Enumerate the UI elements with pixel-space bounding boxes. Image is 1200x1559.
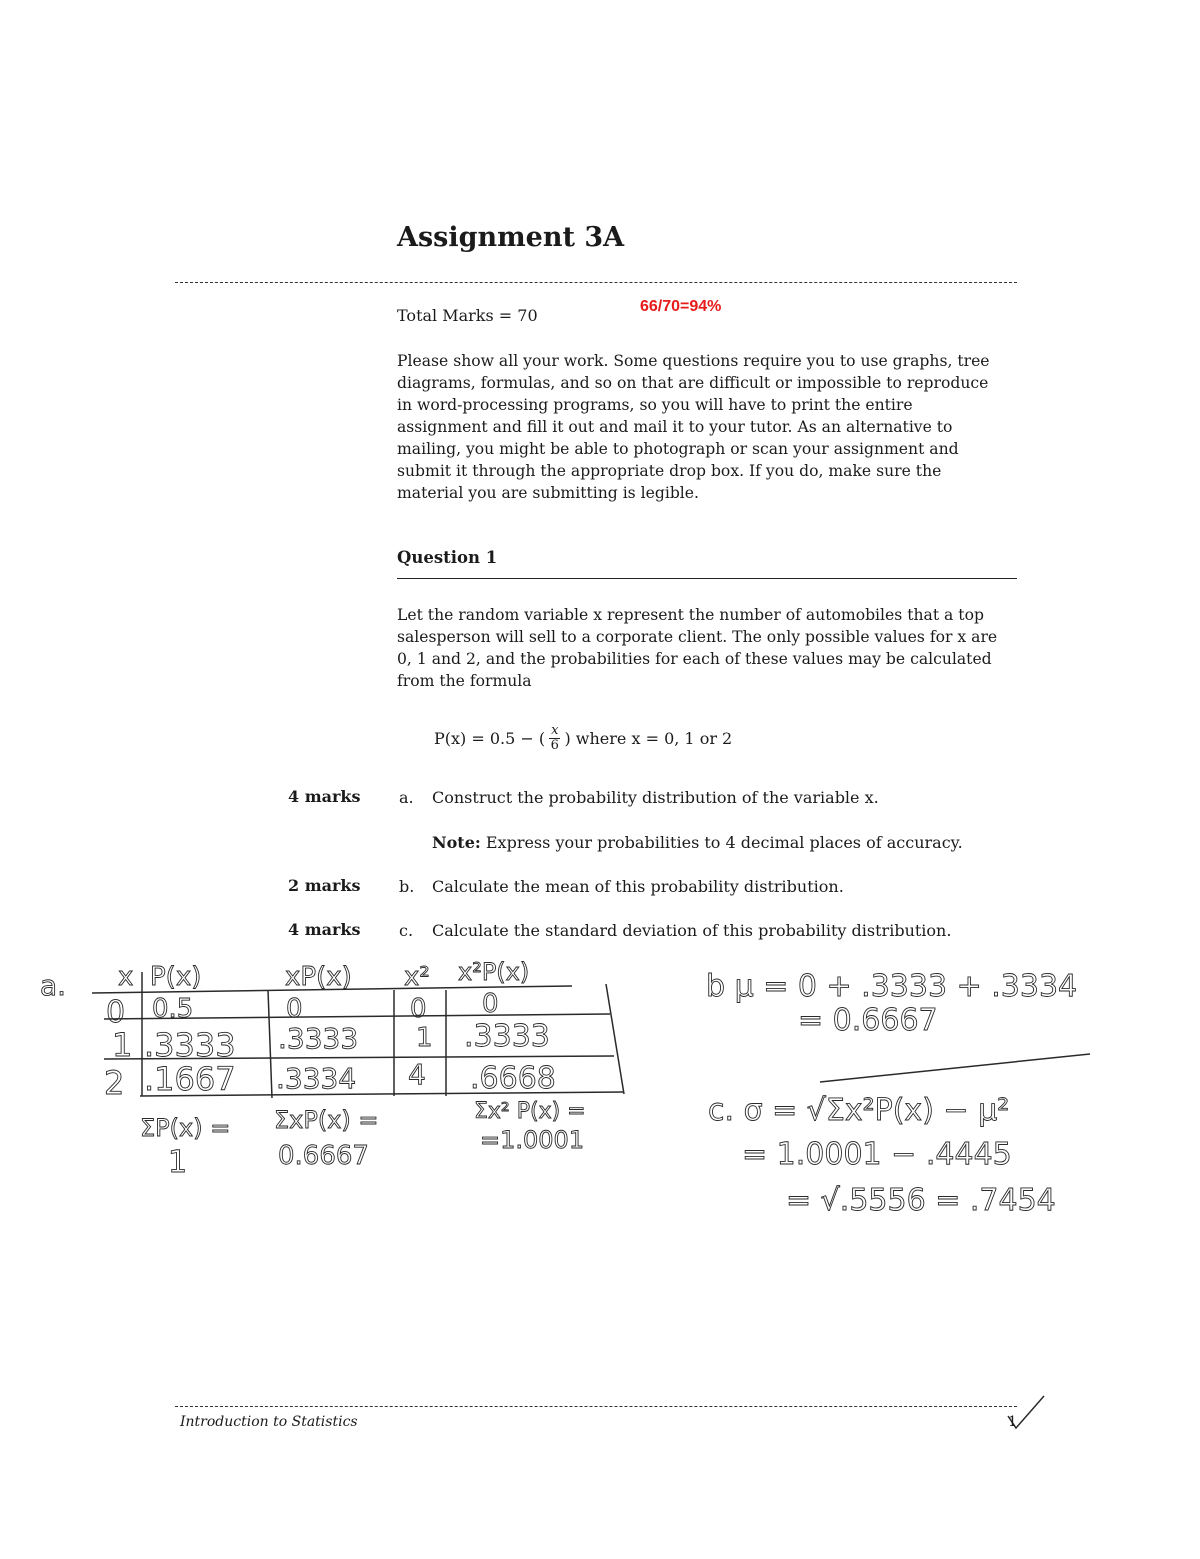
question-title: Question 1 (397, 548, 498, 567)
table-cell: 4 (408, 1058, 426, 1091)
instructions-line: in word-processing programs, so you will have to print the entire (397, 396, 913, 414)
table-cell: .1667 (144, 1060, 236, 1098)
table-cell: .3334 (276, 1062, 357, 1095)
part-c-answer-line: c. σ = √Σx²P(x) − μ² (708, 1093, 1010, 1128)
table-cell: .6668 (470, 1061, 556, 1096)
table-cell: 1 (112, 1026, 133, 1064)
table-header: x²P(x) (458, 958, 530, 986)
footer-rule (175, 1406, 1017, 1407)
part-c-answer-line: = √.5556 = .7454 (786, 1183, 1056, 1218)
part-b-marks: 2 marks (288, 876, 361, 895)
part-b-answer-line: = 0.6667 (798, 1003, 938, 1038)
part-c-marks: 4 marks (288, 920, 361, 939)
table-col-line (606, 984, 624, 1094)
footer-course: Introduction to Statistics (180, 1414, 358, 1430)
part-a-marks: 4 marks (288, 787, 361, 806)
sum-label: ΣxP(x) = (274, 1106, 379, 1134)
part-b-answer-line: b μ = 0 + .3333 + .3334 (706, 969, 1078, 1004)
table-cell: 0 (106, 995, 126, 1030)
instructions-line: Please show all your work. Some questions require you to use graphs, tree (397, 352, 990, 370)
part-b-text: Calculate the mean of this probability distribution. (432, 877, 844, 896)
table-cell: .3333 (464, 1019, 550, 1054)
table-cell: .3333 (144, 1026, 236, 1064)
table-cell: 0.5 (152, 994, 194, 1024)
part-c-letter: c. (399, 921, 414, 940)
part-a-text: Construct the probability distribution of the variable x. (432, 788, 879, 807)
part-c-text: Calculate the standard deviation of this probability distribution. (432, 921, 952, 940)
formula-rhs: ) where x = 0, 1 or 2 (564, 729, 733, 748)
table-header: x (118, 962, 134, 992)
formula-numerator: x (551, 723, 559, 738)
table-cell: 0 (286, 994, 303, 1024)
grade-score: 66/70=94% (640, 298, 722, 315)
part-a-letter: a. (399, 788, 414, 807)
table-cell: 2 (104, 1064, 125, 1102)
question-line: Let the random variable x represent the number of automobiles that a top (397, 606, 984, 624)
note-text: Express your probabilities to 4 decimal places of accuracy. (480, 833, 963, 852)
part-a-label: a. (40, 969, 67, 1002)
table-header: x² (404, 962, 430, 992)
part-c-answer-line: = 1.0001 − .4445 (742, 1137, 1012, 1172)
page-title: Assignment 3A (397, 222, 625, 253)
sum-value: =1.0001 (480, 1126, 585, 1154)
sum-value: 1 (168, 1145, 188, 1180)
formula-lhs: P(x) = 0.5 − ( (434, 729, 546, 748)
part-c-radical-bar (820, 1054, 1090, 1082)
note-label: Note: (432, 833, 481, 852)
table-header: P(x) (150, 962, 202, 992)
table-header: xP(x) (285, 962, 352, 992)
question-line: salesperson will sell to a corporate client. The only possible values for x are (397, 628, 998, 646)
instructions-line: submit it through the appropriate drop box. If you do, make sure the (397, 462, 942, 480)
sum-label: Σx² P(x) = (474, 1099, 586, 1124)
instructions-line: mailing, you might be able to photograph or scan your assignment and (397, 440, 959, 458)
table-cell: 0 (410, 994, 427, 1024)
table-cell: .3333 (278, 1022, 359, 1055)
sum-label: ΣP(x) = (140, 1114, 231, 1142)
question-line: from the formula (397, 672, 532, 690)
page-number: 1 (1008, 1414, 1017, 1430)
table-cell: 0 (482, 989, 499, 1019)
question-line: 0, 1 and 2, and the probabilities for each of these values may be calculated (397, 650, 992, 668)
instructions-line: diagrams, formulas, and so on that are difficult or impossible to reproduce (397, 374, 989, 392)
part-b-letter: b. (399, 877, 415, 896)
table-cell: 1 (416, 1023, 433, 1053)
instructions-line: assignment and fill it out and mail it to your tutor. As an alternative to (397, 418, 953, 436)
instructions-line: material you are submitting is legible. (397, 484, 699, 502)
sum-value: 0.6667 (278, 1141, 369, 1171)
table-col-line (268, 990, 272, 1098)
total-marks: Total Marks = 70 (397, 306, 538, 325)
formula-denominator: 6 (550, 738, 559, 753)
